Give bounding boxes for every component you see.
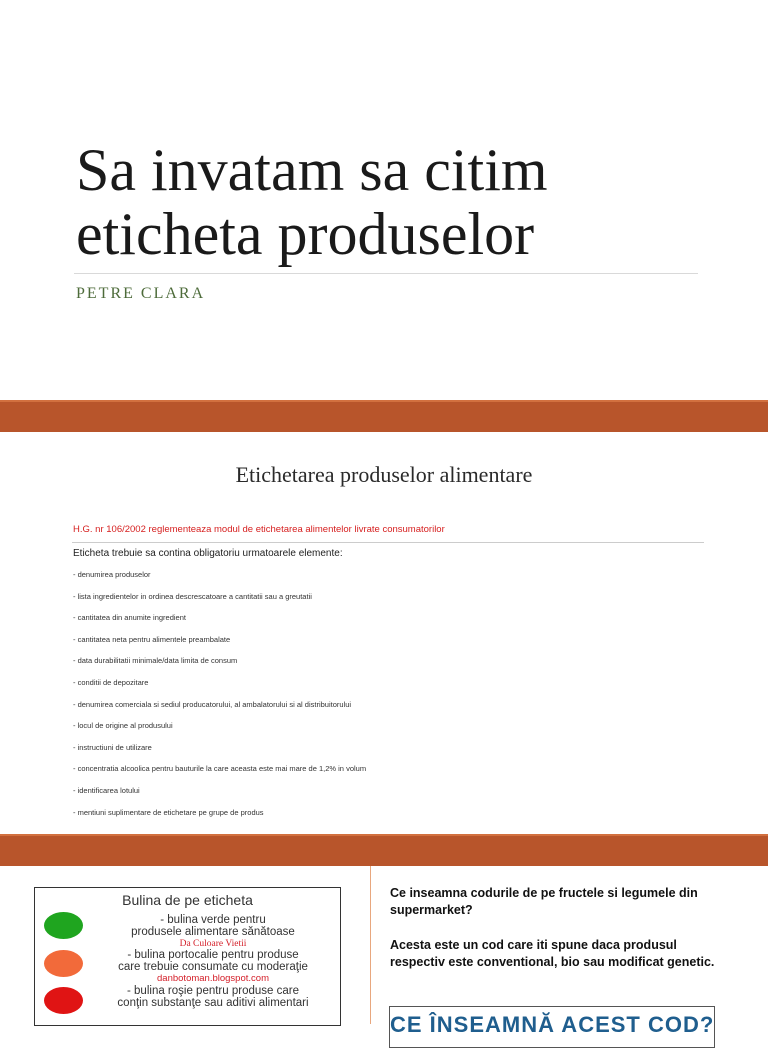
required-elements-list: [73, 569, 366, 828]
band-top-edge: [0, 834, 768, 836]
green-dot-text: - bulina verde pentru: [160, 914, 266, 926]
code-banner-image: [389, 1006, 715, 1048]
list-item: - cantitatea din anumite ingredient: [73, 613, 186, 623]
title-line-2: eticheta produselor: [76, 201, 535, 267]
question-text: Ce inseamna codurile de pe fructele si legumele din supermarket?: [390, 886, 698, 917]
red-dot-text: - bulina roşie pentru produse care: [127, 985, 299, 997]
regulation-text: H.G. nr 106/2002 reglementeaza modul de etichetarea alimentelor livrate consumatorilor: [73, 524, 445, 535]
author-subtitle: PETRE CLARA: [76, 285, 206, 302]
green-dot-icon: [44, 912, 83, 939]
label-dot-infographic: [34, 887, 341, 1026]
infographic-title: Bulina de pe eticheta: [122, 892, 253, 908]
intro-text: Eticheta trebuie sa contina obligatoriu urmatoarele elemente:: [73, 548, 343, 559]
answer-text: Acesta este un cod care iti spune daca produsul respectiv este conventional, bio sau modificat genetic.: [390, 938, 715, 969]
list-item: - lista ingredientelor in ordinea descrescatoare a cantitatii sau a greutatii: [73, 591, 312, 601]
orange-dot-text: - bulina portocalie pentru produse: [127, 949, 299, 961]
red-dot-icon: [44, 987, 83, 1014]
labeling-slide: [0, 432, 768, 834]
slide-separator-band: [0, 400, 768, 432]
red-dot-text: conţin substanţe sau aditivi alimentari: [117, 997, 309, 1009]
list-item: - locul de origine al produsului: [73, 721, 173, 731]
slide-heading: Etichetarea produselor alimentare: [235, 462, 533, 487]
list-item: - denumirea comerciala si sediul producatorului, al ambalatorului si al distribuitorului: [73, 699, 352, 709]
content-divider: [72, 542, 704, 543]
list-item: - cantitatea neta pentru alimentele preambalate: [73, 634, 231, 644]
orange-dot-icon: [44, 950, 83, 977]
codes-slide: [0, 866, 768, 1037]
list-item: - concentratia alcoolica pentru bauturile la care aceasta este mai mare de 1,2% in volum: [73, 764, 367, 774]
credit-text: Da Culoare Vietii: [179, 939, 247, 949]
title-divider: [74, 273, 698, 274]
orange-dot-text: care trebuie consumate cu moderaţie: [118, 961, 308, 973]
list-item: - mentiuni suplimentare de etichetare pe grupe de produs: [73, 807, 264, 817]
slide-title: [76, 138, 716, 266]
slide-separator-band: [0, 834, 768, 866]
green-dot-text: produsele alimentare sănătoase: [131, 926, 295, 938]
list-item: - instructiuni de utilizare: [73, 742, 152, 752]
list-item: - data durabilitatii minimale/data limita de consum: [73, 656, 238, 666]
banner-text: CE ÎNSEAMNĂ ACEST COD?: [390, 1012, 715, 1037]
band-top-edge: [0, 400, 768, 402]
list-item: - conditii de depozitare: [73, 677, 149, 687]
title-slide: [0, 0, 768, 400]
credit-url: danbotoman.blogspot.com: [157, 973, 269, 984]
title-line-1: Sa invatam sa citim: [76, 137, 548, 203]
list-item: - identificarea lotului: [73, 785, 140, 795]
list-item: - denumirea produselor: [73, 570, 151, 579]
column-divider: [370, 866, 371, 1024]
